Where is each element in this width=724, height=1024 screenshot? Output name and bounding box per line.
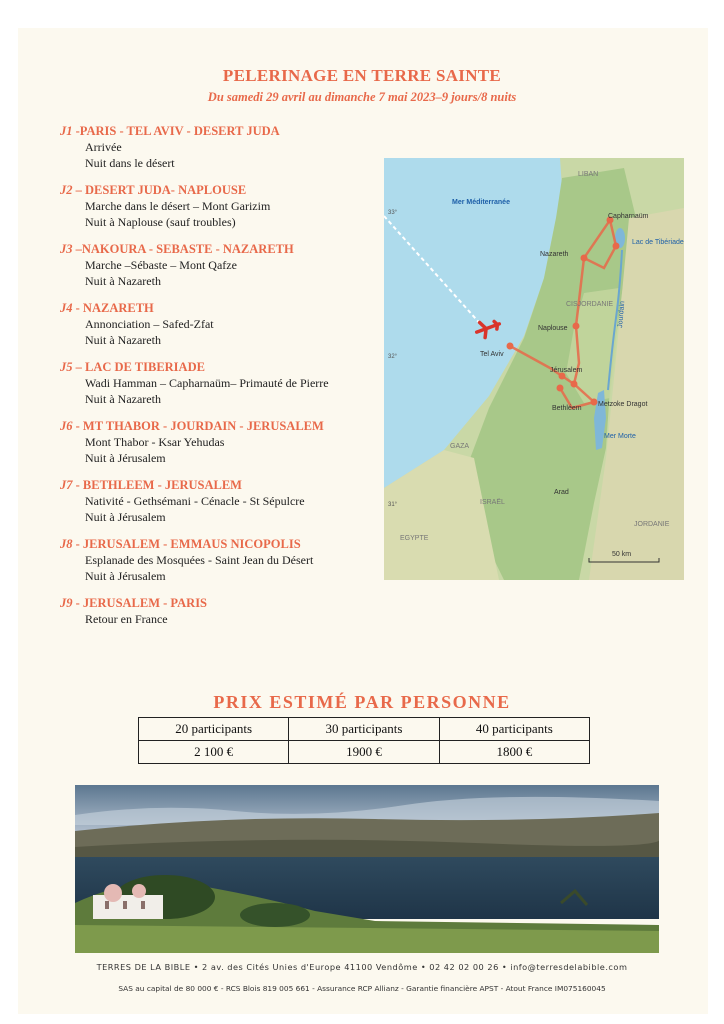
map-label-naplouse: Naplouse <box>538 325 568 332</box>
page-title: PELERINAGE EN TERRE SAINTE <box>222 66 502 85</box>
map-lat-33: 33° <box>388 210 398 216</box>
table-row <box>139 741 590 764</box>
day-item <box>60 418 390 466</box>
map-label-israel: ISRAËL <box>480 499 505 506</box>
map-label-arad: Arad <box>554 489 569 496</box>
day-line: Nuit à Nazareth <box>85 274 161 288</box>
price-value-cell: 2 100 € <box>139 741 289 764</box>
day-item <box>60 123 390 171</box>
day-line: Nuit à Naplouse (sauf troubles) <box>85 215 236 229</box>
map-label-sea: Mer Méditerranée <box>452 199 510 206</box>
map-label-cisjordanie: CISJORDANIE <box>566 301 614 308</box>
map-label-mermorte: Mer Morte <box>604 433 636 440</box>
svg-text:50 km: 50 km <box>612 551 632 558</box>
day-heading: J8 - JERUSALEM - EMMAUS NICOPOLIS <box>60 537 301 551</box>
day-line: Arrivée <box>85 140 122 154</box>
map-lat-32: 32° <box>388 354 398 360</box>
day-heading: J3 –NAKOURA - SEBASTE - NAZARETH <box>60 242 294 256</box>
price-header-cell: 40 participants <box>439 718 589 741</box>
day-line: Nuit dans le désert <box>85 156 175 170</box>
day-line: Esplanade des Mosquées - Saint Jean du Désert <box>85 553 314 567</box>
price-header-cell: 30 participants <box>289 718 439 741</box>
day-item <box>60 359 390 407</box>
map-label-lac: Lac de Tibériade <box>632 239 684 246</box>
day-line: Retour en France <box>85 612 168 626</box>
price-value-cell: 1900 € <box>289 741 439 764</box>
day-heading: J1 -PARIS - TEL AVIV - DESERT JUDA <box>60 124 280 138</box>
map-label-jourdain: Jourdain <box>617 300 627 329</box>
map-label-liban: LIBAN <box>578 171 599 178</box>
day-line: Nuit à Jérusalem <box>85 451 166 465</box>
table-row <box>139 718 590 741</box>
day-item <box>60 536 390 584</box>
map-label-jordanie: JORDANIE <box>634 521 670 528</box>
map-label-capharnaum: Capharnaüm <box>608 213 649 220</box>
map-label-gaza: GAZA <box>450 443 470 450</box>
map-lat-31: 31° <box>388 502 398 508</box>
day-line: Marche dans le désert – Mont Garizim <box>85 199 271 213</box>
day-heading: J5 – LAC DE TIBERIADE <box>60 360 205 374</box>
day-heading: J4 - NAZARETH <box>60 301 154 315</box>
day-item <box>60 595 390 627</box>
day-line: Annonciation – Safed-Zfat <box>85 317 214 331</box>
landscape-photo <box>75 785 659 953</box>
map-label-telaviv: Tel Aviv <box>480 351 504 358</box>
itinerary-list <box>60 123 390 638</box>
footer-legal: SAS au capital de 80 000 € - RCS Blois 819 005 661 - Assurance RCP Allianz - Garantie financière APST - Atout France IM075160045 <box>118 984 606 993</box>
map-label-egypte: EGYPTE <box>400 535 429 542</box>
map-label-nazareth: Nazareth <box>540 251 569 258</box>
day-line: Wadi Hamman – Capharnaüm– Primauté de Pierre <box>85 376 329 390</box>
map-label-metzoke: Metzoke Dragot <box>598 401 648 408</box>
price-value-cell: 1800 € <box>439 741 589 764</box>
day-line: Nuit à Nazareth <box>85 392 161 406</box>
day-heading: J6 - MT THABOR - JOURDAIN - JERUSALEM <box>60 419 324 433</box>
day-item <box>60 182 390 230</box>
day-item <box>60 300 390 348</box>
page-subtitle: Du samedi 29 avril au dimanche 7 mai 2023–9 jours/8 nuits <box>207 90 517 104</box>
map-label-bethleem: Bethléem <box>552 405 582 412</box>
day-line: Nuit à Nazareth <box>85 333 161 347</box>
price-header-cell: 20 participants <box>139 718 289 741</box>
map-label-jerusalem: Jérusalem <box>550 367 583 374</box>
day-heading: J2 – DESERT JUDA- NAPLOUSE <box>60 183 247 197</box>
day-line: Nuit à Jérusalem <box>85 569 166 583</box>
route-map <box>384 158 684 580</box>
footer-address: TERRES DE LA BIBLE • 2 av. des Cités Unies d'Europe 41100 Vendôme • 02 42 02 00 26 • info@terresdelabible.com <box>96 962 628 972</box>
day-item <box>60 477 390 525</box>
day-line: Nativité - Gethsémani - Cénacle - St Sépulcre <box>85 494 305 508</box>
day-line: Mont Thabor - Ksar Yehudas <box>85 435 225 449</box>
day-heading: J9 - JERUSALEM - PARIS <box>60 596 208 610</box>
price-heading: PRIX ESTIMÉ PAR PERSONNE <box>213 692 511 712</box>
day-item <box>60 241 390 289</box>
day-line: Nuit à Jérusalem <box>85 510 166 524</box>
day-line: Marche –Sébaste – Mont Qafze <box>85 258 237 272</box>
price-table <box>138 717 590 764</box>
day-heading: J7 - BETHLEEM - JERUSALEM <box>60 478 242 492</box>
